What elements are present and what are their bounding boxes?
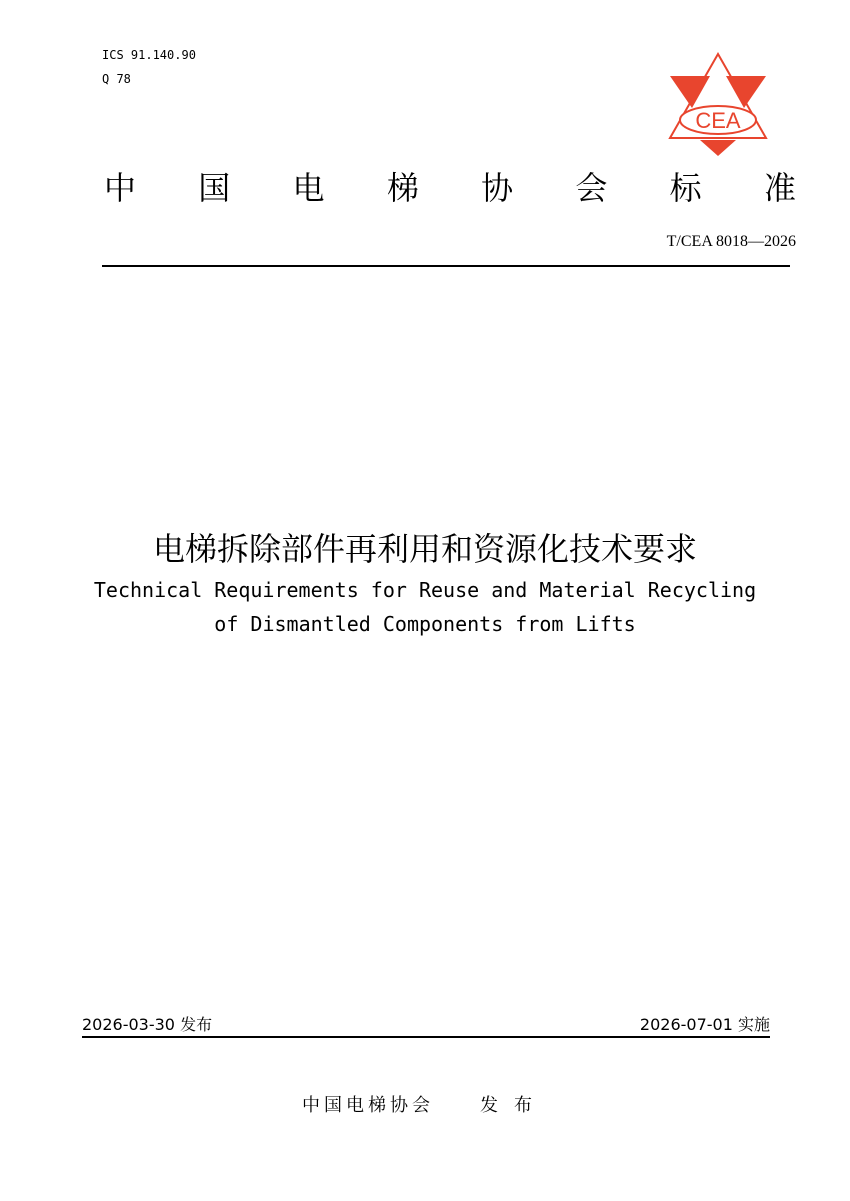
title-char: 标	[669, 169, 702, 207]
title-char: 会	[575, 169, 608, 207]
logo-text: CEA	[695, 108, 741, 133]
standard-type-title	[100, 168, 800, 208]
header-divider	[102, 265, 790, 267]
title-char: 中	[103, 169, 136, 207]
cea-logo	[666, 52, 770, 156]
publish-word: 发布	[480, 1095, 548, 1116]
ics-code: ICS 91.140.90	[102, 48, 196, 62]
ccs-code: Q 78	[102, 72, 131, 86]
title-char: 协	[481, 169, 514, 207]
title-char: 国	[198, 169, 231, 207]
issue-date: 2026-03-30 发布	[82, 1015, 213, 1034]
publisher-line	[0, 1094, 850, 1118]
standard-code: T/CEA 8018—2026	[666, 233, 796, 250]
title-char: 电	[292, 169, 325, 207]
cea-logo-icon	[666, 52, 770, 156]
publisher-name: 中国电梯协会	[302, 1095, 434, 1116]
english-title-line-2: of Dismantled Components from Lifts	[214, 612, 636, 636]
implementation-date: 2026-07-01 实施	[639, 1015, 770, 1034]
dates-divider	[82, 1036, 770, 1038]
title-char: 准	[763, 169, 796, 207]
chinese-title: 电梯拆除部件再利用和资源化技术要求	[152, 530, 697, 568]
english-title-line-1: Technical Requirements for Reuse and Material Recycling	[93, 578, 757, 602]
title-char: 梯	[386, 169, 419, 207]
